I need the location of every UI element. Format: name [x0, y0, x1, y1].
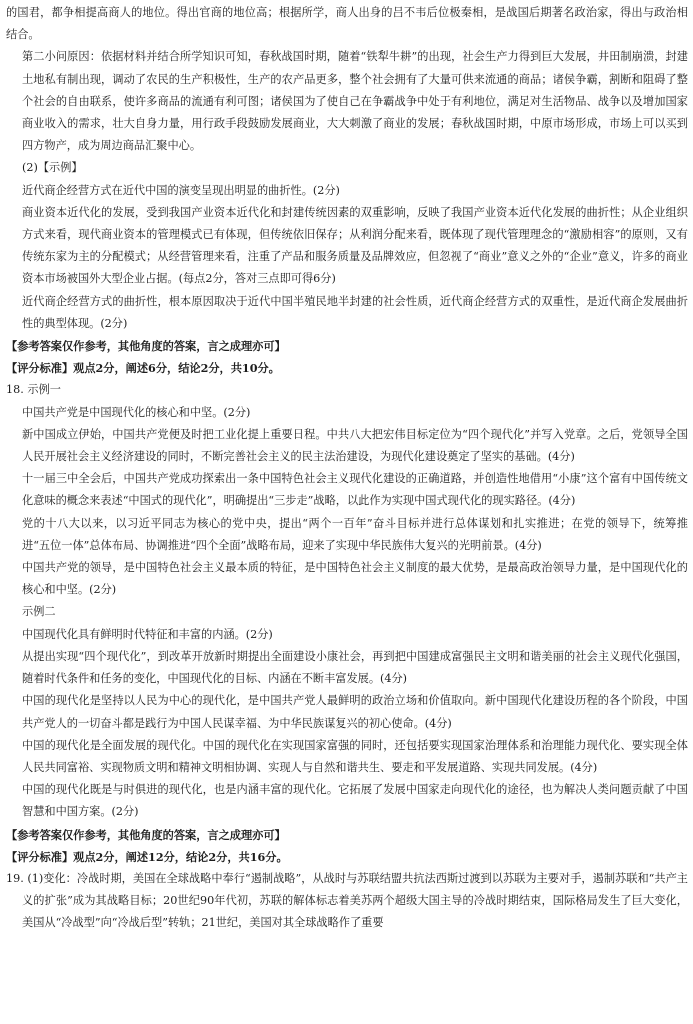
q18-ex1-conclusion: 中国共产党的领导，是中国特色社会主义最本质的特征，是中国特色社会主义制度的最大优势，是最高政治领导力量，是中国现代化的核心和中坚。(2分) — [22, 561, 688, 597]
q18-ex2-conclusion: 中国的现代化既是与时俱进的现代化，也是内涵丰富的现代化。它拓展了发展中国家走向现代化的途径，也为解决人类问题贡献了中国智慧和中国方案。(2分) — [22, 783, 688, 819]
q17-part2-thesis: 近代商企经营方式在近代中国的演变呈现出明显的曲折性。(2分) — [22, 183, 340, 197]
q18-ex1-point1: 新中国成立伊始，中国共产党便及时把工业化提上重要日程。中共八大把宏伟目标定位为“四个现代化”并写入党章。之后，党领导全国人民开展社会主义经济建设的同时，不断完善社会主义的民主法治建设，为现代化建设奠定了坚实的基础。(4分) — [22, 427, 688, 464]
q17-part1-second-reason: 第二小问原因：依据材料并结合所学知识可知，春秋战国时期，随着“铁犁牛耕”的出现，社会生产力得到巨大发展，井田制崩溃，封建土地私有制出现，调动了农民的生产积极性，生产的农产品更多，整个社会拥有了大量可供来流通的商品；诸侯争霸，割断和阻碍了整个社会的自由联系，使许多商品的流通有利可图；诸侯国为了使自己在争霸战争中处于有利地位，满足对生活物品、战争以及增加国家商业收入的需求，壮大自身力量，用行政手段鼓励发展商业，大大刺激了商业的发展；春秋战国时期，中原市场形成，市场上可以买到四方物产，成为周边商品汇聚中心。 — [22, 50, 688, 153]
q18-ex2-thesis: 中国现代化具有鲜明时代特征和丰富的内涵。(2分) — [22, 627, 273, 641]
q18-reference-note: 【参考答案仅作参考，其他角度的答案，言之成理亦可】 — [6, 827, 286, 842]
q17-part1-continued-text: 的国君，都争相提高商人的地位。得出官商的地位高；根据所学，商人出身的吕不韦后位极秦相，是战国后期著名政治家，得出与政治相结合。 — [6, 6, 688, 42]
q17-scoring-criteria: 【评分标准】观点2分，阐述6分，结论2分，共10分。 — [6, 361, 280, 376]
q17-reference-note: 【参考答案仅作参考，其他角度的答案，言之成理亦可】 — [6, 339, 286, 354]
q18-ex2-point3: 中国的现代化是全面发展的现代化。中国的现代化在实现国家富强的同时，还包括要实现国家治理体系和治理能力现代化、要实现全体人民共同富裕、实现物质文明和精神文明相协调、实现人与自然和谐共生、要走和平发展道路、实现共同发展。(4分) — [22, 738, 688, 774]
q19-part1-text: 19. (1)变化：冷战时期，美国在全球战略中奉行“遏制战略”，从战时与苏联结盟共抗法西斯过渡到以苏联为主要对手，遏制苏联和“共产主义的扩张”成为其战略目标；20世纪90年代初，苏联的解体标志着美苏两个超级大国主导的冷战时期结束，国际格局发生了巨大变化，美国从“冷战型”向“冷战后型”转轨；21世纪，美国对其全球战略作了重要 — [6, 871, 688, 930]
q18-ex2-point2: 中国的现代化是坚持以人民为中心的现代化，是中国共产党人最鲜明的政治立场和价值取向。新中国现代化建设历程的各个阶段，中国共产党人的一切奋斗都是践行为中国人民谋幸福、为中华民族谋复兴的初心使命。(4分) — [22, 694, 688, 730]
q18-ex1-point2: 十一届三中全会后，中国共产党成功探索出一条中国特色社会主义现代化建设的正确道路，并创造性地借用“小康”这个富有中国传统文化意味的概念来表述“中国式的现代化”，明确提出“三步走”战略，以此作为实现中国式现代化的现实路径。(4分) — [22, 472, 688, 508]
q18-ex1-point3: 党的十八大以来，以习近平同志为核心的党中央，提出“两个一百年”奋斗目标并进行总体谋划和扎实推进；在党的领导下，统筹推进“五位一体”总体布局、协调推进“四个全面”战略布局，迎来了实现中华民族伟大复兴的光明前景。(4分) — [22, 516, 688, 552]
q18-example-two-heading: 示例二 — [22, 605, 56, 619]
q18-scoring-criteria: 【评分标准】观点2分，阐述12分，结论2分，共16分。 — [6, 849, 288, 864]
q17-part2-analysis: 商业资本近代化的发展，受到我国产业资本近代化和封建传统因素的双重影响，反映了我国产业资本近代化发展的曲折性；从企业组织方式来看，现代商业资本的管理模式已有体现，但传统依旧保存；从利润分配来看，既体现了现代管理理念的“激励相容”的原则，又有传统东家为主的分配模式；从经营管理来看，注重了产品和服务质量及品牌效应，但忽视了“商业”意义之外的“企业”意义，许多的商业资本市场被国外大型企业占据。(每点2分，答对三点即可得6分) — [22, 205, 688, 286]
answer-key-document — [6, 2, 688, 935]
q18-example-one-heading: 18. 示例一 — [6, 383, 61, 397]
q18-ex2-point1: 从提出实现“四个现代化”，到改革开放新时期提出全面建设小康社会，再到把中国建成富强民主文明和谐美丽的社会主义现代化强国，随着时代条件和任务的变化，中国现代化的目标、内涵在不断丰富发展。(4分) — [22, 649, 688, 686]
q17-part2-conclusion: 近代商企经营方式的曲折性，根本原因取决于近代中国半殖民地半封建的社会性质，近代商企经营方式的双重性，是近代商企发展曲折性的典型体现。(2分) — [22, 294, 688, 330]
q17-part2-heading: (2)【示例】 — [22, 161, 83, 175]
q18-ex1-thesis: 中国共产党是中国现代化的核心和中坚。(2分) — [22, 405, 251, 419]
